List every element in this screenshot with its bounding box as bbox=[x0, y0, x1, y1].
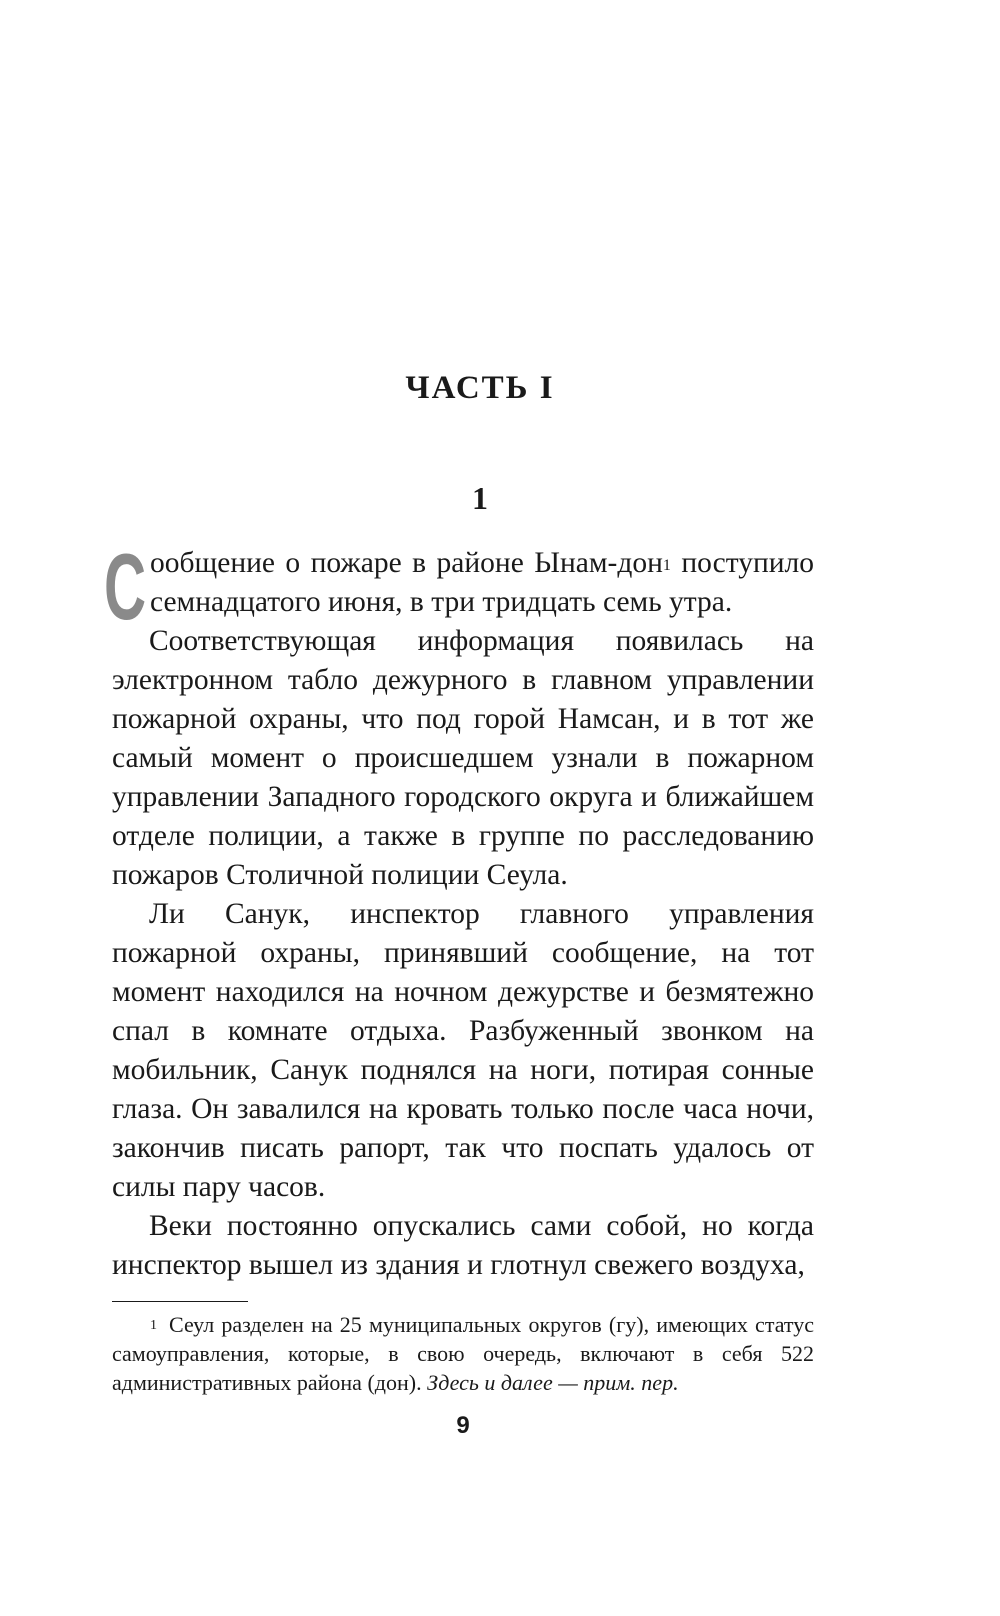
footnote-mark: 1 bbox=[150, 1318, 157, 1333]
body-text bbox=[104, 534, 814, 1285]
footnote bbox=[112, 1310, 814, 1397]
paragraph-1-start: ообщение о пожаре в районе Ынам-дон bbox=[150, 547, 663, 579]
paragraph-2: Соответствующая информация появилась на электронном табло дежурного в главном управлении пожарной охраны, что под горой Намсан, и в тот же самый момент о происшедшем узнали в пожарном управлении Западного городского округа и ближайшем отделе полиции, а также в группе по расследованию пожаров Столичной полиции Сеула. bbox=[112, 625, 814, 891]
drop-cap: С bbox=[104, 534, 147, 639]
paragraph-3: Ли Санук, инспектор главного управления пожарной охраны, принявший сообщение, на тот момент находился на ночном дежурстве и безмятежно спал в комнате отдыха. Разбуженный звонком на мобильник, Санук поднялся на ноги, потирая сонные глаза. Он завалился на кровать только после часа ночи, закончив писать рапорт, так что поспать удалось от силы пару часов. bbox=[112, 898, 814, 1203]
footnote-text bbox=[112, 1310, 814, 1397]
footnote-reference[interactable]: 1 bbox=[662, 557, 671, 574]
chapter-number: 1 bbox=[472, 480, 488, 516]
page-number: 9 bbox=[456, 1412, 470, 1439]
footnote-italic-note: Здесь и далее — прим. пер. bbox=[427, 1370, 679, 1395]
footnote-body: Сеул разделен на 25 муниципальных округов (гу), имеющих статус самоуправления, которые, в свою очередь, включают в себя 522 административных района (дон). bbox=[112, 1312, 814, 1395]
part-title: ЧАСТЬ I bbox=[405, 370, 555, 406]
paragraph-4: Веки постоянно опускались сами собой, но когда инспектор вышел из здания и глотнул свежего воздуха, bbox=[112, 1210, 814, 1281]
paragraph-1 bbox=[104, 534, 814, 639]
footnote-divider bbox=[112, 1301, 248, 1302]
paragraph-1-end: поступило семнадцатого июня, в три тридцать семь утра. bbox=[150, 547, 814, 618]
